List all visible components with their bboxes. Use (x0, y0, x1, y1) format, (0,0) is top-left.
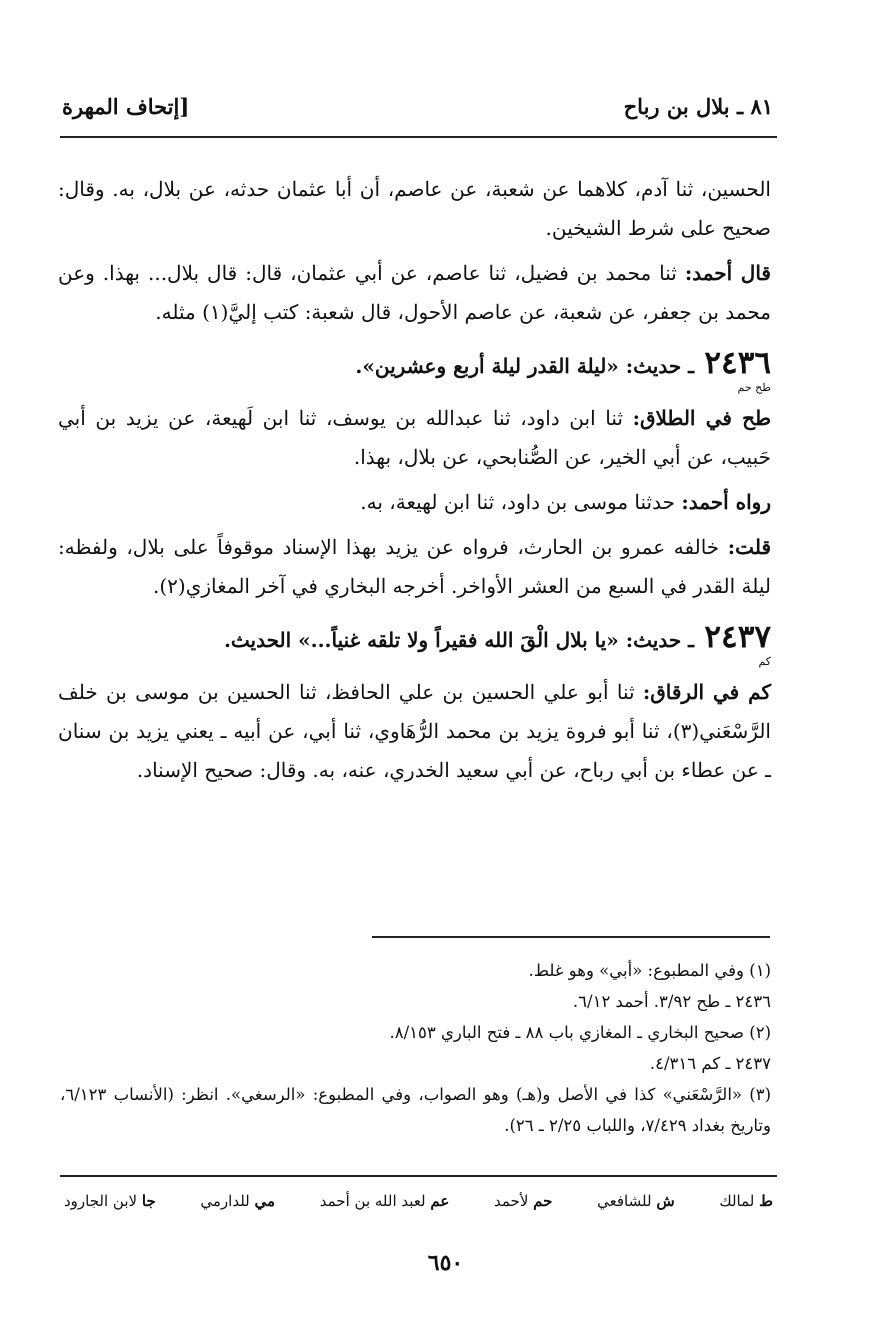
comment-lead: قلت: (727, 535, 771, 559)
footnote-item: (٢) صحيح البخاري ـ المغازي باب ٨٨ ـ فتح الباري ٨/١٥٣. (389, 1023, 771, 1042)
hadith-isnad (58, 399, 771, 477)
footnote-item: (١) وفي المطبوع: «أبي» وهو غلط. (528, 961, 771, 980)
hadith-isnad (58, 673, 771, 790)
hadith-heading (58, 344, 771, 393)
legend-item: مي للدارمي (200, 1192, 276, 1210)
footnotes (60, 955, 771, 1141)
isnad-text: ثنا ابن داود، ثنا عبدالله بن يوسف، ثنا ابن لَهيعة، عن يزيد بن أبي حَبيب، عن أبي الخير، عن الصُّنابحي، عن بلال، بهذا. (58, 406, 771, 469)
footnote-rule (372, 936, 770, 938)
paragraph-text: ثنا محمد بن فضيل، ثنا عاصم، عن أبي عثمان، قال: قال بلال... بهذا. وعن محمد بن جعفر، عن شعبة، عن عاصم الأحول، قال شعبة: كتب إليَّ(١) مثله. (58, 261, 771, 324)
hadith-title: ـ حديث: «ليلة القدر ليلة أربع وعشرين». (355, 354, 695, 378)
paragraph-continuation: الحسين، ثنا آدم، كلاهما عن شعبة، عن عاصم، أن أبا عثمان حدثه، عن بلال، به. وقال: صحيح على شرط الشيخين. (58, 177, 771, 240)
legend-item: ط لمالك (719, 1192, 773, 1210)
source-tag: كم (758, 655, 771, 668)
isnad-lead: كم في الرقاق: (642, 680, 771, 704)
page-number: ٦٥٠ (427, 1250, 464, 1276)
comment-text: خالفه عمرو بن الحارث، فرواه عن يزيد بهذا الإسناد موقوفاً على بلال، ولفظه: ليلة القدر في السبع من العشر الأواخر. أخرجه البخاري في آخر المغازي(٢). (58, 535, 771, 598)
hadith-title: ـ حديث: «يا بلال الْقَ الله فقيراً ولا تلقه غنياً...» الحديث. (223, 628, 695, 652)
isnad-text: ثنا أبو علي الحسين بن علي الحافظ، ثنا الحسين بن موسى بن خلف الرَّسْعَني(٣)، ثنا أبو فروة يزيد بن محمد الرُّهَاوي، ثنا أبي، عن أبيه ـ يعني يزيد بن سنان ـ عن عطاء بن أبي رباح، عن أبي سعيد الخدري، عنه، به. وقال: صحيح الإسناد. (58, 680, 771, 782)
narration-text: حدثنا موسى بن داود، ثنا ابن لهيعة، به. (360, 490, 682, 514)
source-tag: طح حم (737, 381, 771, 394)
hadith-number: ٢٤٣٧ (704, 619, 771, 655)
running-header (62, 86, 773, 126)
paragraph-lead: قال أحمد: (684, 261, 771, 285)
legend-item: جا لابن الجارود (64, 1192, 156, 1210)
hadith-heading (58, 618, 771, 667)
hadith-number: ٢٤٣٦ (704, 345, 771, 381)
legend-item: عم لعبد الله بن أحمد (319, 1192, 450, 1210)
legend-item: حم لأحمد (494, 1192, 553, 1210)
main-text (58, 170, 771, 796)
legend-item: ش للشافعي (597, 1192, 675, 1210)
hadith-comment (58, 528, 771, 606)
abbreviation-legend (64, 1192, 773, 1210)
hadith-narration (58, 483, 771, 522)
header-rule (60, 136, 777, 138)
isnad-lead: طح في الطلاق: (632, 406, 771, 430)
paragraph-ahmad (58, 254, 771, 332)
footnote-item: ٢٤٣٧ ـ كم ٤/٣١٦. (649, 1054, 771, 1073)
footnote-item: (٣) «الرَّسْعَني» كذا في الأصل و(هـ) وهو الصواب، وفي المطبوع: «الرسغي». انظر: (الأنساب ٦/١٢٣، وتاريخ بغداد ٧/٤٢٩، واللباب ٢/٢٥ ـ ٢٦). (60, 1085, 771, 1135)
narration-lead: رواه أحمد: (681, 490, 771, 514)
footnote-item: ٢٤٣٦ ـ طح ٣/٩٢. أحمد ٦/١٢. (572, 992, 771, 1011)
header-book-title: [إتحاف المهرة (62, 93, 190, 119)
header-chapter-title: ٨١ ـ بلال بن رباح (623, 93, 773, 119)
legend-rule (60, 1175, 777, 1177)
